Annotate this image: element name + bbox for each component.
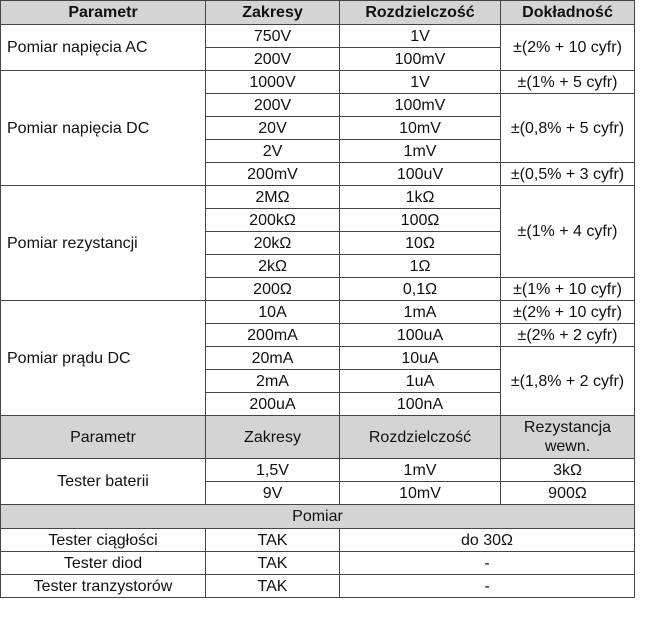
range-cell: 200V — [206, 94, 340, 117]
accuracy-cell: ±(2% + 10 cyfr) — [501, 301, 635, 324]
accuracy-cell: ±(2% + 2 cyfr) — [501, 324, 635, 347]
accuracy-cell: ±(1% + 4 cyfr) — [501, 186, 635, 278]
range-cell: 200Ω — [206, 278, 340, 301]
parameter-name: Pomiar rezystancji — [1, 186, 206, 301]
spec-table-body — [1, 1, 635, 598]
resolution-cell: 10mV — [340, 117, 501, 140]
section-title: Pomiar — [1, 505, 635, 529]
resolution-cell: 1V — [340, 71, 501, 94]
column-header: Rezystancja wewn. — [501, 416, 635, 459]
resolution-cell: 100uA — [340, 324, 501, 347]
resolution-cell: 10uA — [340, 347, 501, 370]
range-cell: 200kΩ — [206, 209, 340, 232]
resolution-cell: 100Ω — [340, 209, 501, 232]
range-cell: 1,5V — [206, 459, 340, 482]
range-cell: 9V — [206, 482, 340, 505]
range-cell: 20mA — [206, 347, 340, 370]
value-cell: TAK — [206, 529, 340, 552]
table-row — [1, 529, 635, 552]
range-cell: 2V — [206, 140, 340, 163]
range-cell: 200V — [206, 48, 340, 71]
table-row — [1, 25, 635, 48]
parameter-name: Tester ciągłości — [1, 529, 206, 552]
resolution-cell: 100uV — [340, 163, 501, 186]
resolution-cell: 100nA — [340, 393, 501, 416]
column-header: Rozdzielczość — [340, 416, 501, 459]
resistance-cell: 900Ω — [501, 482, 635, 505]
column-header: Dokładność — [501, 1, 635, 25]
detail-cell: do 30Ω — [340, 529, 635, 552]
table-row — [1, 459, 635, 482]
detail-cell: - — [340, 552, 635, 575]
accuracy-cell: ±(1% + 5 cyfr) — [501, 71, 635, 94]
column-header: Zakresy — [206, 416, 340, 459]
parameter-name: Tester baterii — [1, 459, 206, 505]
range-cell: 200mA — [206, 324, 340, 347]
resistance-cell: 3kΩ — [501, 459, 635, 482]
resolution-cell: 1mV — [340, 459, 501, 482]
parameter-name: Tester tranzystorów — [1, 575, 206, 598]
table-row — [1, 186, 635, 209]
resolution-cell: 1mV — [340, 140, 501, 163]
parameter-name: Tester diod — [1, 552, 206, 575]
resolution-cell: 10Ω — [340, 232, 501, 255]
battery-header-row — [1, 416, 635, 459]
resolution-cell: 100mV — [340, 48, 501, 71]
accuracy-cell: ±(2% + 10 cyfr) — [501, 25, 635, 71]
range-cell: 200mV — [206, 163, 340, 186]
parameter-name: Pomiar napięcia DC — [1, 71, 206, 186]
value-cell: TAK — [206, 552, 340, 575]
resolution-cell: 1mA — [340, 301, 501, 324]
column-header: Parametr — [1, 416, 206, 459]
resolution-cell: 0,1Ω — [340, 278, 501, 301]
accuracy-cell: ±(0,5% + 3 cyfr) — [501, 163, 635, 186]
resolution-cell: 1kΩ — [340, 186, 501, 209]
resolution-cell: 1uA — [340, 370, 501, 393]
range-cell: 750V — [206, 25, 340, 48]
range-cell: 200uA — [206, 393, 340, 416]
column-header: Parametr — [1, 1, 206, 25]
range-cell: 20V — [206, 117, 340, 140]
range-cell: 10A — [206, 301, 340, 324]
column-header: Zakresy — [206, 1, 340, 25]
resolution-cell: 100mV — [340, 94, 501, 117]
accuracy-cell: ±(1% + 10 cyfr) — [501, 278, 635, 301]
parameter-name: Pomiar napięcia AC — [1, 25, 206, 71]
range-cell: 1000V — [206, 71, 340, 94]
resolution-cell: 10mV — [340, 482, 501, 505]
range-cell: 2kΩ — [206, 255, 340, 278]
table-row — [1, 575, 635, 598]
resolution-cell: 1V — [340, 25, 501, 48]
measurement-section-row — [1, 505, 635, 529]
range-cell: 20kΩ — [206, 232, 340, 255]
value-cell: TAK — [206, 575, 340, 598]
table-header-row — [1, 1, 635, 25]
column-header: Rozdzielczość — [340, 1, 501, 25]
table-row — [1, 552, 635, 575]
table-row — [1, 71, 635, 94]
resolution-cell: 1Ω — [340, 255, 501, 278]
accuracy-cell: ±(0,8% + 5 cyfr) — [501, 94, 635, 163]
range-cell: 2MΩ — [206, 186, 340, 209]
detail-cell: - — [340, 575, 635, 598]
range-cell: 2mA — [206, 370, 340, 393]
table-row — [1, 301, 635, 324]
parameter-name: Pomiar prądu DC — [1, 301, 206, 416]
accuracy-cell: ±(1,8% + 2 cyfr) — [501, 347, 635, 416]
